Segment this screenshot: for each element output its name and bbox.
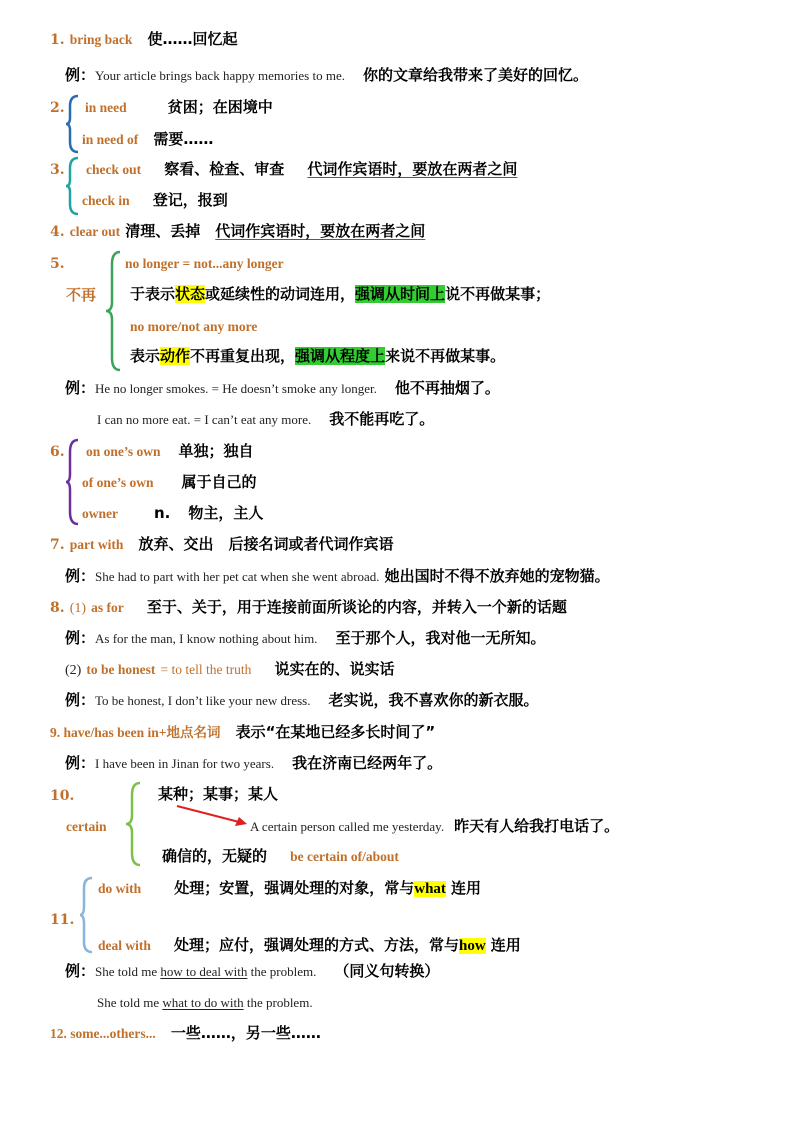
item-6b: of one’s own 属于自己的 (82, 473, 257, 491)
item-11-number: 11. (50, 912, 75, 928)
item-number: 4. (50, 224, 65, 240)
item-4 (50, 220, 425, 243)
highlight: 强调从时间上 (355, 285, 446, 303)
highlight: 强调从程度上 (295, 347, 386, 365)
meaning: 察看、检查、审查 (164, 160, 285, 178)
keyword: check out (86, 162, 142, 177)
item-5a-explanation: 于表示状态或延续性的动词连用，强调从时间上说不再做某事； (130, 285, 551, 303)
item-11b: deal with 处理；应付，强调处理的方式、方法，常与how 连用 (98, 936, 521, 954)
keyword: in need of (82, 132, 139, 147)
item-2-number: 2. (50, 100, 65, 116)
item-7: 7. part with 放弃、交出 后接名词或者代词作宾语 (50, 535, 394, 553)
green-brace-icon (104, 250, 122, 372)
item-9: 9. have/has been in+地点名词 表示“在某地已经多长时间了” (50, 723, 436, 741)
example-1 (65, 64, 588, 87)
keyword: clear out (69, 224, 121, 239)
item-5a-keyword: no longer = not...any longer (125, 256, 284, 271)
item-10-number: 10. (50, 788, 75, 804)
keyword: bring back (69, 32, 133, 47)
example-7: 例：She had to part with her pet cat when she went abroad. 她出国时不得不放弃她的宠物猫。 (65, 567, 610, 585)
item-6-number: 6. (50, 444, 65, 460)
item-6c: owner n. 物主，主人 (82, 504, 264, 522)
item-11a: do with 处理；安置，强调处理的对象，常与what 连用 (98, 879, 482, 897)
example-5a: 例：He no longer smokes. = He doesn’t smoke any longer. 他不再抽烟了。 (65, 379, 500, 397)
item-number: 1. (50, 32, 65, 48)
item-10-keyword: certain (66, 819, 107, 834)
item-1 (50, 28, 237, 51)
lightblue-brace-icon (80, 876, 94, 954)
item-3-number: 3. (50, 162, 65, 178)
item-12: 12. some...others... 一些……，另一些…… (50, 1024, 321, 1042)
highlight: 状态 (175, 285, 206, 303)
example-8b: 例：To be honest, I don’t like your new dress. 老实说，我不喜欢你的新衣服。 (65, 691, 539, 709)
example-8a: 例：As for the man, I know nothing about him. 至于那个人，我对他一无所知。 (65, 629, 546, 647)
example-10: A certain person called me yesterday. 昨天有人给我打电话了。 (250, 817, 620, 835)
example-11b: She told me what to do with the problem. (97, 995, 313, 1010)
example-5b: I can no more eat. = I can’t eat any more. 我不能再吃了。 (97, 410, 435, 428)
keyword: check in (82, 193, 130, 208)
keyword: in need (85, 100, 127, 115)
item-8b: (2) to be honest = to tell the truth 说实在的、说实话 (65, 660, 395, 678)
item-5-label: 不再 (66, 286, 97, 304)
note: 代词作宾语时，要放在两者之间 (215, 222, 426, 240)
meaning: 贫困；在困境中 (167, 98, 273, 116)
item-2b (82, 128, 213, 151)
example-label: 例： (65, 66, 96, 84)
blue-brace-icon (66, 94, 80, 154)
item-10b: 确信的，无疑的 be certain of/about (162, 847, 399, 865)
item-2a (85, 96, 273, 119)
teal-brace-icon (66, 156, 80, 216)
item-3a (86, 158, 517, 181)
purple-brace-icon (66, 438, 80, 526)
meaning: 使……回忆起 (147, 30, 238, 48)
item-5b-keyword: no more/not any more (130, 319, 258, 334)
example-english: Your article brings back happy memories to me. (95, 68, 345, 83)
meaning: 清理、丢掉 (125, 222, 201, 240)
example-9: 例：I have been in Jinan for two years. 我在济南已经两年了。 (65, 754, 443, 772)
item-3b (82, 189, 228, 212)
example-11a: 例：She told me how to deal with the problem. （同义句转换） (65, 962, 440, 980)
highlight: 动作 (160, 347, 191, 365)
meaning: 需要…… (153, 130, 214, 148)
item-8a: 8. (1) as for 至于、关于，用于连接前面所谈论的内容，并转入一个新的话题 (50, 598, 567, 616)
highlight: what (414, 881, 446, 897)
item-10a: 某种；某事；某人 (158, 785, 279, 803)
item-5-number: 5. (50, 256, 65, 272)
red-arrow-icon (175, 804, 255, 830)
highlight: how (459, 938, 486, 954)
example-chinese: 你的文章给我带来了美好的回忆。 (362, 66, 588, 84)
item-5b-explanation: 表示动作不再重复出现，强调从程度上来说不再做某事。 (130, 347, 506, 365)
item-6a: on one’s own 单独；独自 (86, 442, 254, 460)
lightgreen-brace-icon (124, 781, 142, 867)
meaning: 登记，报到 (152, 191, 228, 209)
note: 代词作宾语时，要放在两者之间 (307, 160, 518, 178)
